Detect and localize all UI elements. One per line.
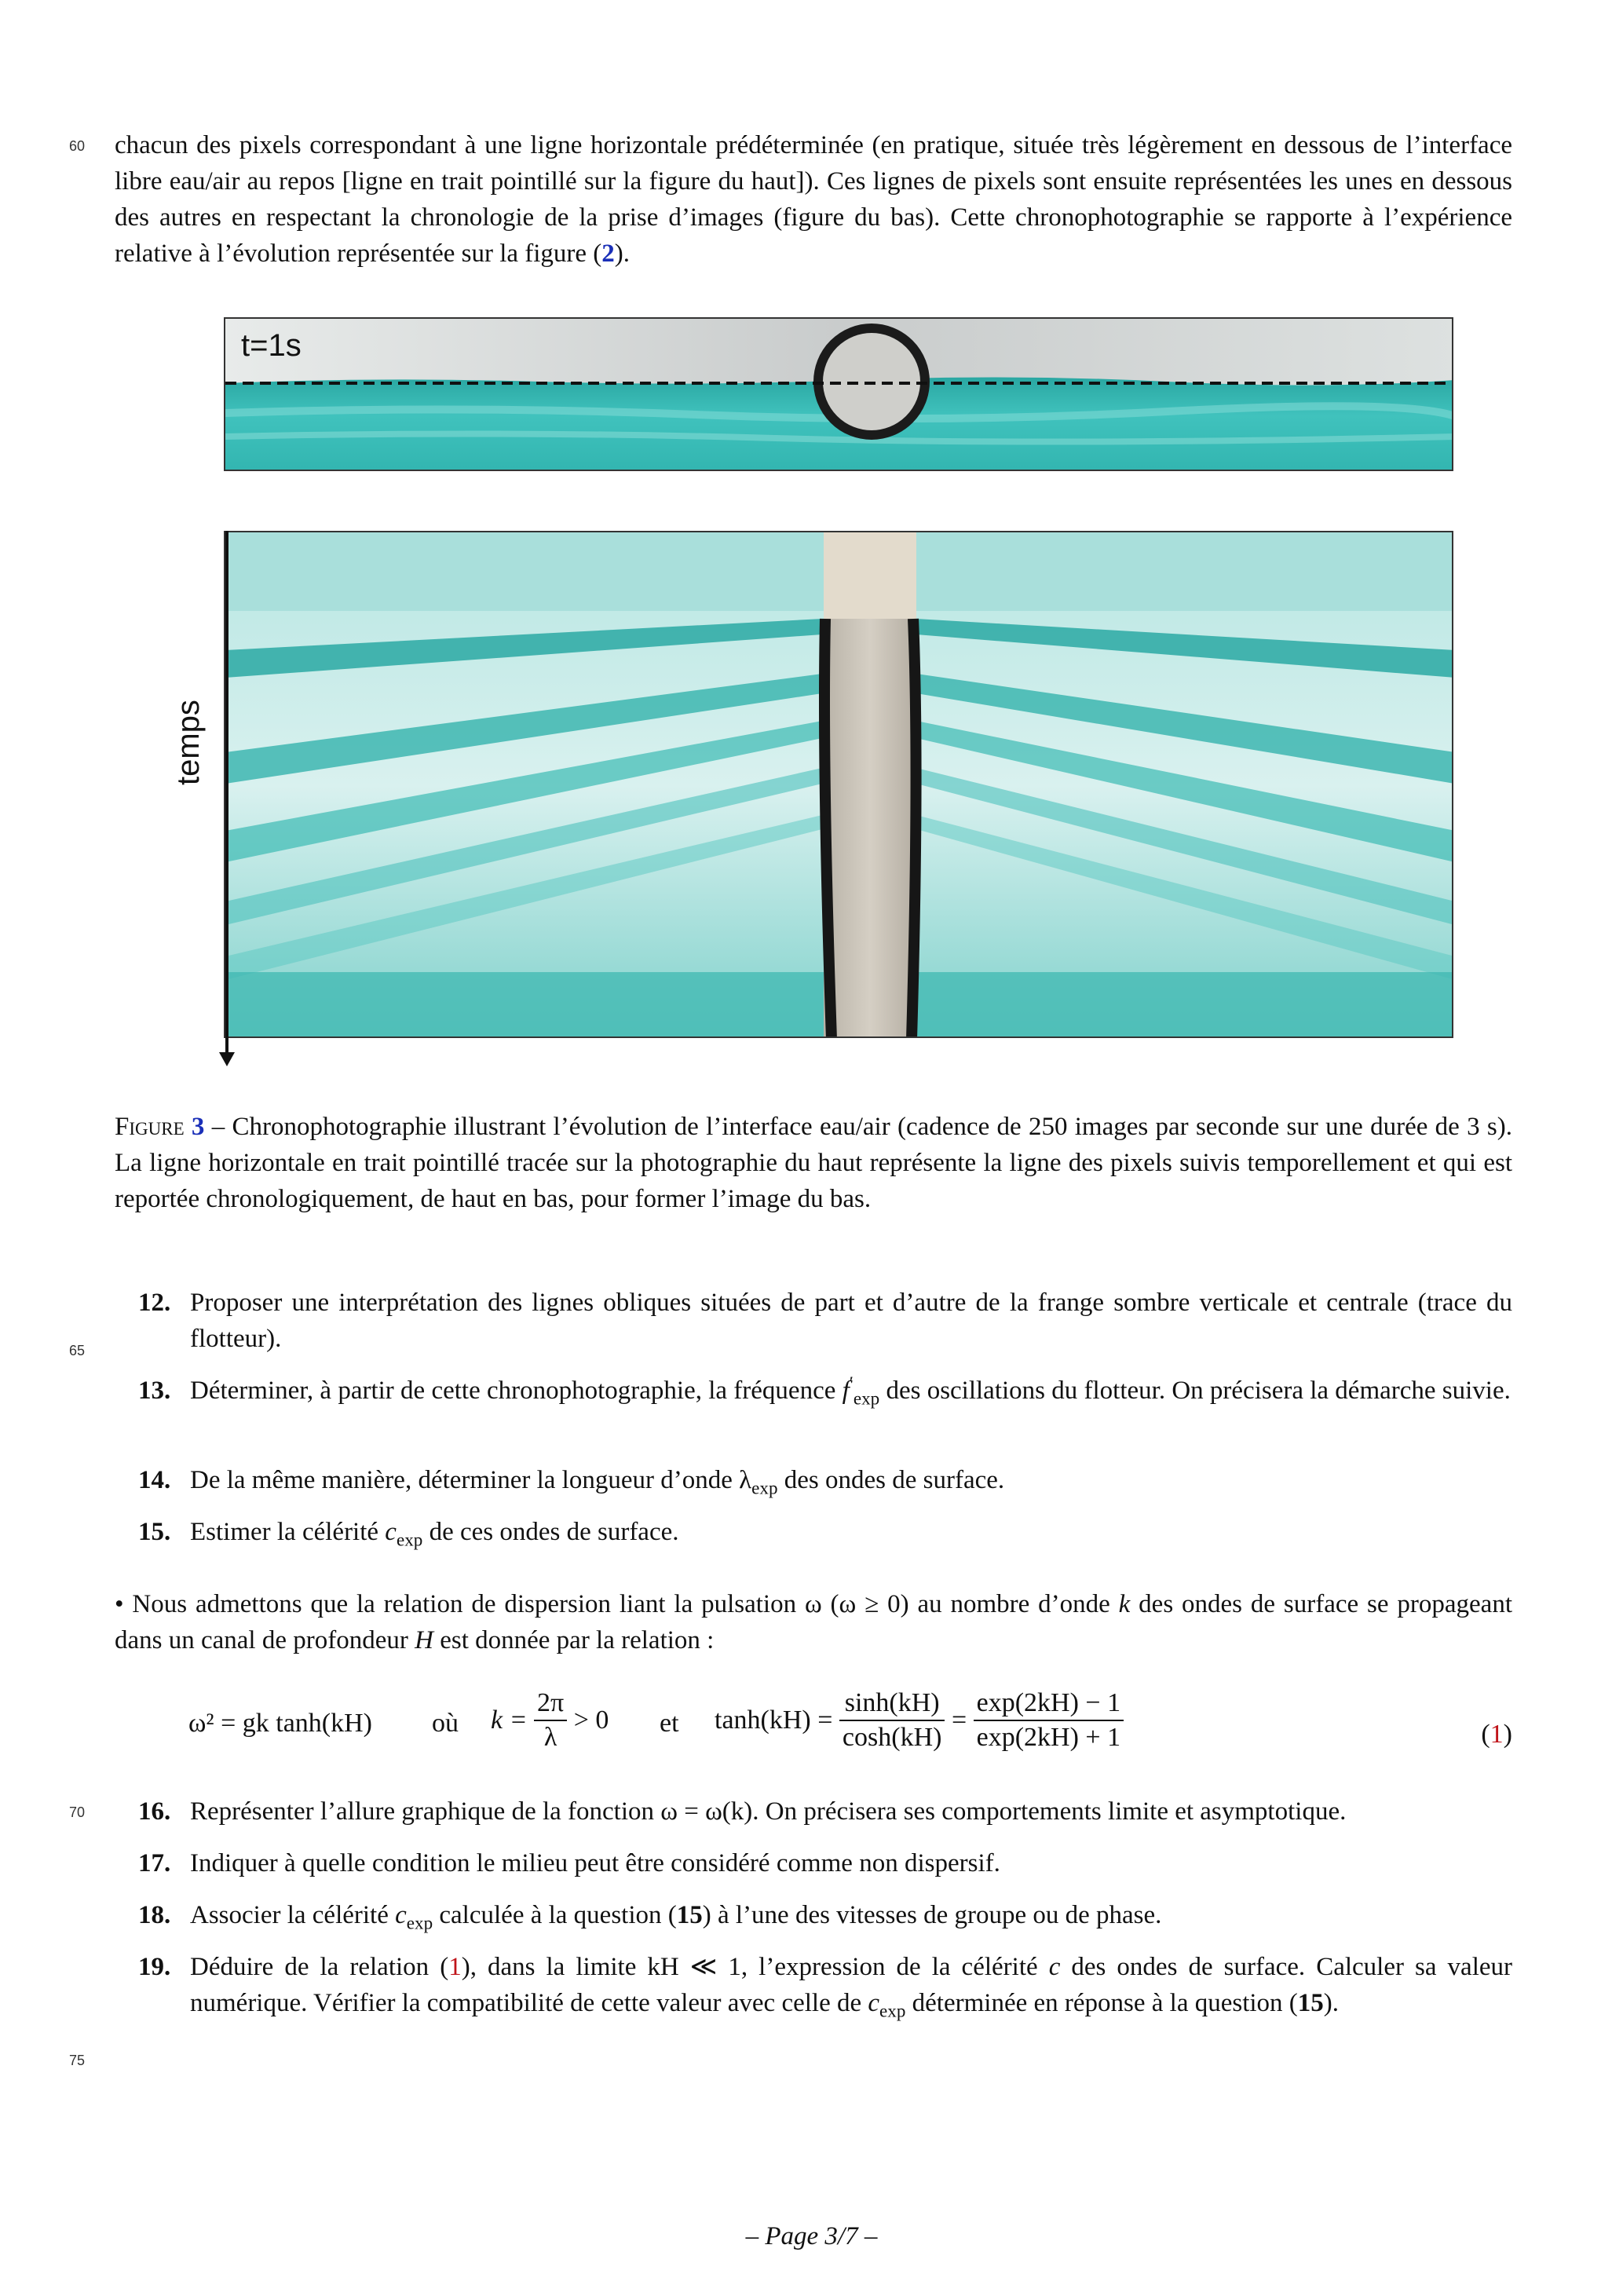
question-text: Déduire de la relation ( bbox=[190, 1953, 449, 1981]
frac-num: 2π bbox=[534, 1688, 567, 1721]
photo-top-snapshot bbox=[224, 317, 1453, 471]
question-number: 15. bbox=[138, 1518, 171, 1546]
symbol-c: c bbox=[868, 1989, 880, 2017]
question-19 bbox=[138, 1949, 1512, 2021]
line-number-75: 75 bbox=[69, 2053, 86, 2068]
time-axis-arrow-icon bbox=[219, 1052, 235, 1066]
caption-prefix: Figure bbox=[115, 1113, 185, 1141]
chronophotography-image bbox=[225, 532, 1453, 1038]
bullet-icon: • bbox=[115, 1590, 124, 1618]
eq-paren-close: ) bbox=[1503, 1720, 1512, 1749]
question-text: des ondes de surface. Calculer sa valeur numérique. Vérifier la compatibilité de cette valeur avec celle de bbox=[190, 1953, 1512, 2017]
photo-bottom-chronophotography bbox=[224, 531, 1453, 1038]
equation-ref-link[interactable]: 1 bbox=[448, 1953, 462, 1981]
equation-k-definition bbox=[491, 1688, 609, 1753]
symbol-H: H bbox=[415, 1626, 433, 1654]
page-footer: – Page 3/7 – bbox=[745, 2222, 878, 2250]
equation-lhs: ω² = gk tanh(kH) bbox=[188, 1709, 372, 1738]
question-text: déterminée en réponse à la question ( bbox=[905, 1989, 1298, 2017]
fraction-exp bbox=[974, 1688, 1124, 1753]
eq-number-link[interactable]: 1 bbox=[1490, 1720, 1504, 1749]
symbol-sub-exp: exp bbox=[751, 1477, 778, 1498]
question-13 bbox=[138, 1373, 1512, 1409]
eq-paren-open: ( bbox=[1481, 1720, 1490, 1749]
intro-text-end: ). bbox=[614, 239, 631, 268]
frac-den: λ bbox=[543, 1723, 557, 1752]
symbol-sub-exp: exp bbox=[406, 1912, 433, 1933]
question-text: calculée à la question ( bbox=[433, 1901, 677, 1929]
fraction-sinh-cosh bbox=[839, 1688, 945, 1753]
water-snapshot-image bbox=[225, 319, 1453, 471]
frac-den: exp(2kH) + 1 bbox=[976, 1723, 1121, 1752]
time-axis-label: temps bbox=[171, 700, 206, 785]
question-16 bbox=[138, 1793, 1512, 1830]
symbol-c: c bbox=[395, 1901, 407, 1929]
time-axis-line bbox=[225, 531, 228, 1057]
intro-text: chacun des pixels correspondant à une ligne horizontale prédéterminée (en pratique, située très légèrement en dessous de l’interface libre eau/air au repos [ligne en trait pointillé sur la figure du haut]). Ces lignes de pixels sont ensuite représentées les unes en dessous des autres en respectant la chronologie de la prise d’images (figure du bas). Cette chronophotographie se rapporte à l’expérience relative à l’évolution représentée sur la figure ( bbox=[115, 131, 1512, 268]
k-def-lhs: k = bbox=[491, 1706, 528, 1735]
intro-paragraph bbox=[115, 127, 1512, 272]
frac-den: cosh(kH) bbox=[842, 1723, 942, 1752]
question-number: 14. bbox=[138, 1466, 171, 1494]
figure-caption bbox=[115, 1109, 1512, 1217]
paragraph-text: est donnée par la relation : bbox=[433, 1626, 715, 1654]
question-number: 19. bbox=[138, 1953, 171, 1981]
line-number-65: 65 bbox=[69, 1343, 86, 1358]
question-number: 18. bbox=[138, 1901, 171, 1929]
fraction-2pi-lambda bbox=[534, 1688, 567, 1753]
symbol-sub-exp: exp bbox=[853, 1387, 880, 1409]
question-text: Représenter l’allure graphique de la fonction ω = ω(k). On précisera ses comportements limite et asymptotique. bbox=[190, 1797, 1347, 1826]
symbol-f: f bbox=[842, 1377, 850, 1405]
equation-number bbox=[1481, 1720, 1512, 1749]
question-number: 13. bbox=[138, 1377, 171, 1405]
caption-text: – Chronophotographie illustrant l’évolution de l’interface eau/air (cadence de 250 images par seconde sur une durée de 3 s). La ligne horizontale en trait pointillé tracée sur la photographie du haut représente la ligne des pixels suivis temporellement et qui est reportée chronologiquement, de haut en bas, pour former l’image du bas. bbox=[115, 1113, 1512, 1213]
symbol-prime: ′ bbox=[849, 1373, 854, 1393]
symbol-c: c bbox=[1048, 1953, 1061, 1981]
question-text: Associer la célérité bbox=[190, 1901, 396, 1929]
figure-ref-link[interactable]: 2 bbox=[601, 239, 615, 268]
dispersion-equation bbox=[188, 1688, 1512, 1775]
question-text: Estimer la célérité bbox=[190, 1518, 386, 1546]
question-text: Proposer une interprétation des lignes obliques situées de part et d’autre de la frange sombre verticale et centrale (trace du flotteur). bbox=[190, 1289, 1512, 1353]
question-text-end: ) à l’une des vitesses de groupe ou de phase. bbox=[702, 1901, 1162, 1929]
question-number: 12. bbox=[138, 1289, 171, 1317]
question-number: 16. bbox=[138, 1797, 171, 1826]
question-18 bbox=[138, 1897, 1512, 1933]
tanh-lhs: tanh(kH) = bbox=[715, 1706, 833, 1735]
line-number-60: 60 bbox=[69, 138, 86, 154]
symbol-k: k bbox=[1118, 1590, 1131, 1618]
caption-number: 3 bbox=[191, 1113, 205, 1141]
question-text: Indiquer à quelle condition le milieu peut être considéré comme non dispersif. bbox=[190, 1849, 1000, 1877]
question-ref: 15 bbox=[1297, 1989, 1324, 2017]
time-label: t=1s bbox=[241, 328, 302, 363]
symbol-c: c bbox=[385, 1518, 397, 1546]
equals-sign: = bbox=[951, 1706, 967, 1735]
frac-num: sinh(kH) bbox=[839, 1688, 945, 1721]
question-12 bbox=[138, 1285, 1512, 1357]
question-17 bbox=[138, 1845, 1512, 1881]
symbol-sub-exp: exp bbox=[396, 1529, 423, 1550]
question-text-end: des oscillations du flotteur. On précisera la démarche suivie. bbox=[879, 1377, 1511, 1405]
question-15 bbox=[138, 1514, 1512, 1550]
question-14 bbox=[138, 1462, 1512, 1498]
k-def-rhs: > 0 bbox=[573, 1706, 609, 1735]
question-text: ), dans la limite kH ≪ 1, l’expression de la célérité bbox=[461, 1953, 1049, 1981]
symbol-sub-exp: exp bbox=[879, 2000, 906, 2021]
equation-tanh bbox=[715, 1688, 1124, 1753]
equation-ou: où bbox=[432, 1709, 459, 1738]
equation-et: et bbox=[660, 1709, 679, 1738]
paragraph-text: Nous admettons que la relation de dispersion liant la pulsation ω (ω ≥ 0) au nombre d’onde bbox=[123, 1590, 1119, 1618]
question-text-end: ). bbox=[1323, 1989, 1340, 2017]
question-text-end: de ces ondes de surface. bbox=[422, 1518, 679, 1546]
question-text-end: des ondes de surface. bbox=[777, 1466, 1005, 1494]
line-number-70: 70 bbox=[69, 1804, 86, 1820]
frac-num: exp(2kH) − 1 bbox=[974, 1688, 1124, 1721]
question-text: De la même manière, déterminer la longueur d’onde bbox=[190, 1466, 740, 1494]
question-text: Déterminer, à partir de cette chronophotographie, la fréquence bbox=[190, 1377, 843, 1405]
question-number: 17. bbox=[138, 1849, 171, 1877]
dispersion-paragraph bbox=[115, 1586, 1512, 1658]
symbol-lambda: λ bbox=[739, 1466, 752, 1494]
question-ref: 15 bbox=[676, 1901, 703, 1929]
paragraph-text: des ondes de surface se propageant dans un canal de profondeur bbox=[115, 1590, 1512, 1654]
